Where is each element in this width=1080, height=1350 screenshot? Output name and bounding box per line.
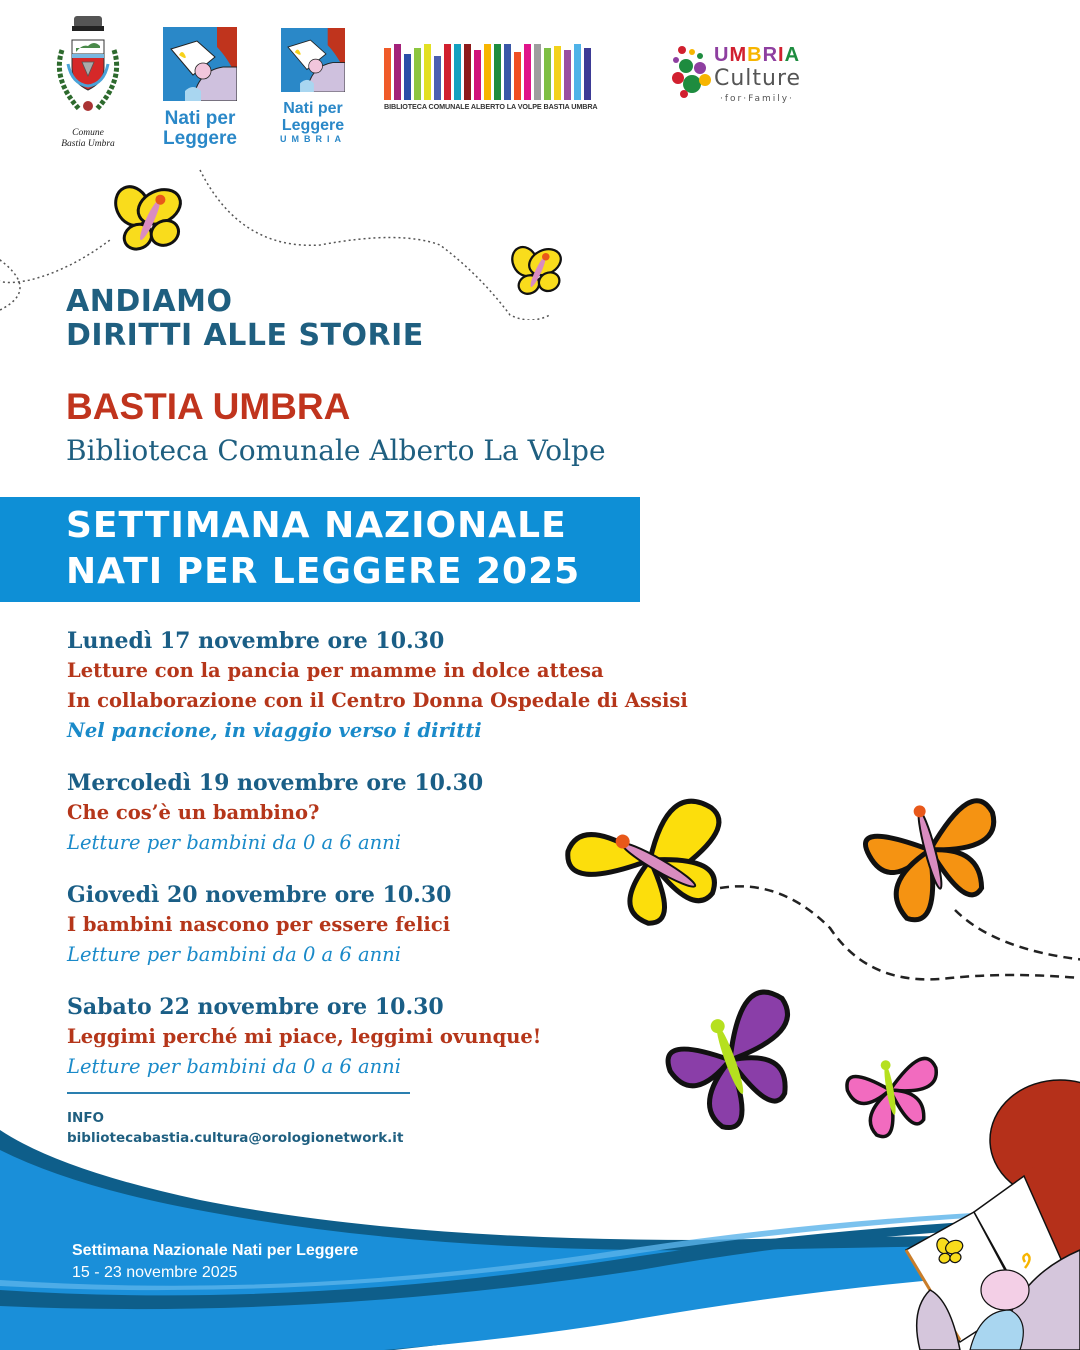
- library-title: Biblioteca Comunale Alberto La Volpe: [66, 434, 606, 467]
- book-spine-bar: [384, 48, 391, 100]
- yellow-butterfly-icon: [104, 169, 195, 261]
- event-title: Che cos’è un bambino?: [67, 801, 320, 824]
- footer-line1: Settimana Nazionale Nati per Leggere: [72, 1242, 359, 1259]
- book-spine-bar: [414, 48, 421, 100]
- footer-caption: [72, 1240, 358, 1284]
- book-spine-bar: [514, 52, 521, 100]
- headline-line1: ANDIAMO: [66, 284, 233, 319]
- event-date: Sabato 22 novembre ore 10.30: [67, 994, 444, 1020]
- book-reading-icon: [163, 27, 237, 101]
- book-spine-bar: [554, 46, 561, 100]
- event-subtitle: Letture per bambini da 0 a 6 anni: [67, 943, 401, 966]
- book-spines-icon: [384, 44, 638, 100]
- event-date: Mercoledì 19 novembre ore 10.30: [67, 770, 484, 796]
- yellow-butterfly-icon: [560, 766, 740, 941]
- comune-caption-line2: Bastia Umbra: [61, 139, 115, 149]
- divider: [67, 1092, 410, 1094]
- event-date: Lunedì 17 novembre ore 10.30: [67, 628, 445, 654]
- event-banner: [0, 497, 640, 602]
- orange-butterfly-icon: [859, 787, 1014, 927]
- comune-caption-line1: Comune: [72, 128, 104, 138]
- book-spine-bar: [404, 54, 411, 100]
- npl-umbria-line1: Nati per: [283, 100, 343, 117]
- npl-umbria-line3: UMBRIA: [280, 134, 346, 144]
- book-spine-bar: [504, 44, 511, 100]
- book-spine-bar: [524, 44, 531, 100]
- npl-umbria-line2: Leggere: [281, 117, 345, 134]
- book-spine-bar: [534, 44, 541, 100]
- book-spine-bar: [454, 44, 461, 100]
- banner-line1: SETTIMANA NAZIONALE: [66, 505, 567, 546]
- book-spine-bar: [484, 44, 491, 100]
- event-title: Letture con la pancia per mamme in dolce attesa: [67, 659, 604, 682]
- npl-logo-line2: Leggere: [163, 128, 237, 149]
- book-spine-bar: [434, 56, 441, 100]
- book-spine-bar: [464, 44, 471, 100]
- book-spine-bar: [544, 48, 551, 100]
- headline-line2: DIRITTI ALLE STORIE: [66, 318, 424, 353]
- event-subtitle: Letture per bambini da 0 a 6 anni: [67, 831, 401, 854]
- city-title: BASTIA UMBRA: [66, 386, 351, 427]
- biblioteca-logo: [384, 44, 638, 110]
- book-spine-bar: [474, 50, 481, 100]
- footer-line2: 15 - 23 novembre 2025: [72, 1264, 238, 1281]
- info-label: INFO: [67, 1110, 105, 1126]
- event-date: Giovedì 20 novembre ore 10.30: [67, 882, 452, 908]
- event-title: I bambini nascono per essere felici: [67, 913, 451, 936]
- book-spine-bar: [564, 50, 571, 100]
- book-spine-bar: [494, 44, 501, 100]
- book-spine-bar: [584, 48, 591, 100]
- headline: [66, 285, 424, 353]
- book-reading-icon: [281, 28, 345, 92]
- book-spine-bar: [424, 44, 431, 100]
- info-email-link[interactable]: bibliotecabastia.cultura@orologionetwork.it: [67, 1130, 404, 1146]
- umbria-culture-family-logo: [670, 44, 822, 110]
- mother-reading-illustration: [880, 1070, 1080, 1350]
- npl-logo-line1: Nati per: [164, 108, 236, 129]
- book-spine-bar: [444, 44, 451, 100]
- faces-cluster-icon: [670, 44, 714, 104]
- coat-of-arms-icon: [48, 14, 128, 124]
- nati-per-leggere-logo: [163, 27, 237, 149]
- event-subtitle: Letture per bambini da 0 a 6 anni: [67, 1055, 401, 1078]
- comune-bastia-logo: [48, 14, 128, 149]
- banner-line2: NATI PER LEGGERE 2025: [66, 551, 581, 592]
- nati-per-leggere-umbria-logo: [280, 28, 346, 144]
- purple-butterfly-icon: [655, 986, 818, 1141]
- culture-wordmark: Culture: [714, 66, 802, 91]
- yellow-butterfly-icon: [504, 233, 572, 302]
- book-spine-bar: [574, 44, 581, 100]
- umbria-wordmark: UMBRIA: [714, 44, 801, 66]
- event-item: [67, 626, 767, 746]
- event-collaboration: In collaborazione con il Centro Donna Ospedale di Assisi: [67, 689, 688, 712]
- for-family-wordmark: ·for·Family·: [720, 94, 794, 104]
- event-title: Leggimi perché mi piace, leggimi ovunque!: [67, 1025, 542, 1048]
- event-subtitle: Nel pancione, in viaggio verso i diritti: [67, 719, 482, 742]
- biblioteca-logo-text: BIBLIOTECA COMUNALE ALBERTO LA VOLPE BASTIA UMBRA: [384, 102, 598, 111]
- book-spine-bar: [394, 44, 401, 100]
